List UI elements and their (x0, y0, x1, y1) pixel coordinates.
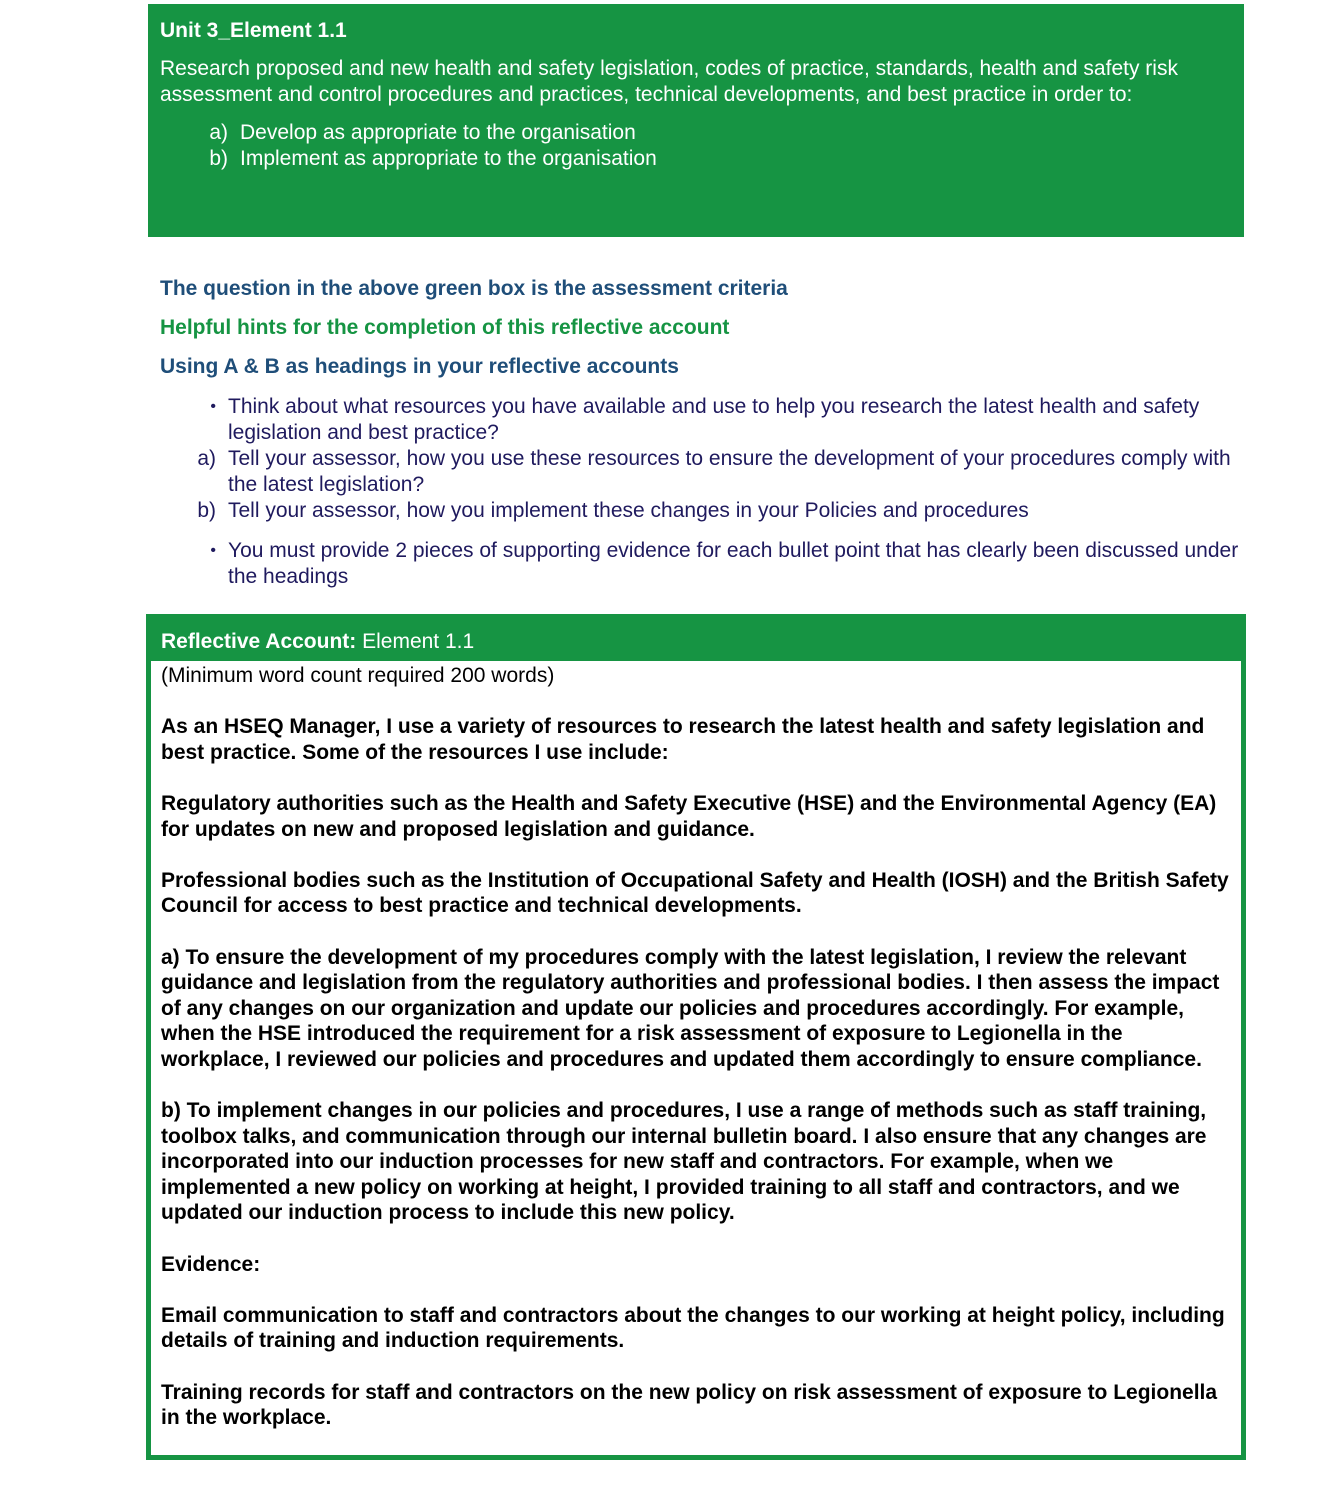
criteria-item (160, 146, 1232, 172)
paragraph: As an HSEQ Manager, I use a variety of resources to research the latest health and safety legislation and best practice. Some of the resources I use include: (161, 715, 1205, 764)
reflective-account-box (146, 614, 1246, 1460)
headings-note: Using A & B as headings in your reflective accounts (160, 355, 679, 378)
paragraph: a) To ensure the development of my procedures comply with the latest legislation, I review the relevant guidance and legislation from the regulatory authorities and professional bodies. I then assess the impact of any changes on our organization and update our policies and procedures accordingly. For example, when the HSE introduced the requirement for a risk assessment of exposure to Legionella in the workplace, I reviewed our policies and procedures and updated them accordingly to ensure compliance. (161, 945, 1220, 1071)
criteria-item-text: Develop as appropriate to the organisation (240, 121, 636, 144)
word-count-note: (Minimum word count required 200 words) (161, 664, 555, 687)
criteria-title: Unit 3_Element 1.1 (160, 19, 347, 42)
hint-item-text: Tell your assessor, how you implement these changes in your Policies and procedures (228, 499, 1029, 522)
list-marker: a) (209, 121, 228, 144)
hint-item (160, 446, 1240, 498)
reflective-account-header (151, 619, 1241, 661)
paragraph: Email communication to staff and contractors about the changes to our working at height policy, including details of training and induction requirements. (161, 1303, 1225, 1353)
paragraph: b) To implement changes in our policies and procedures, I use a range of methods such as staff training, toolbox talks, and communication through our internal bulletin board. I also ensure that any changes are incorporated into our induction processes for new staff and contractors. For example, when we implemented a new policy on working at height, I provided training to all staff and contractors, and we updated our induction process to include this new policy. (161, 1099, 1207, 1225)
criteria-item (160, 120, 1232, 146)
hints-list (160, 394, 1240, 590)
bullet-icon: • (210, 398, 216, 415)
hint-item (160, 394, 1240, 446)
assessment-criteria-box (148, 4, 1244, 237)
reflective-account-element: Element 1.1 (356, 630, 475, 653)
criteria-item-text: Implement as appropriate to the organisation (240, 147, 657, 170)
hint-item (160, 498, 1240, 524)
reflective-account-body (151, 661, 1241, 1431)
hint-item (160, 538, 1240, 590)
list-marker: a) (197, 447, 216, 470)
criteria-list (160, 120, 1232, 172)
helpful-hints-heading: Helpful hints for the completion of this reflective account (160, 316, 730, 339)
paragraph: Professional bodies such as the Institution of Occupational Safety and Health (IOSH) and the British Safety Council for access to best practice and technical developments. (161, 868, 1229, 918)
hints-section (160, 276, 1240, 590)
list-marker: b) (197, 499, 216, 522)
hint-item-text: Think about what resources you have available and use to help you research the latest health and safety legislation and best practice? (228, 395, 1200, 444)
paragraph: Training records for staff and contractors on the new policy on risk assessment of exposure to Legionella in the workplace. (161, 1380, 1218, 1430)
bullet-icon: • (210, 542, 216, 559)
reflective-account-label: Reflective Account: (161, 630, 357, 653)
assessment-note: The question in the above green box is the assessment criteria (160, 277, 788, 300)
evidence-heading: Evidence: (161, 1252, 261, 1276)
paragraph: Regulatory authorities such as the Health and Safety Executive (HSE) and the Environmental Agency (EA) for updates on new and proposed legislation and guidance. (161, 791, 1217, 841)
hint-item-text: Tell your assessor, how you use these resources to ensure the development of your procedures comply with the latest legislation? (228, 447, 1231, 496)
hint-item-text: You must provide 2 pieces of supporting evidence for each bullet point that has clearly been discussed under the headings (228, 539, 1239, 588)
criteria-text: Research proposed and new health and safety legislation, codes of practice, standards, health and safety risk assessment and control procedures and practices, technical developments, and best practice in order to: (160, 57, 1178, 106)
list-marker: b) (209, 147, 228, 170)
